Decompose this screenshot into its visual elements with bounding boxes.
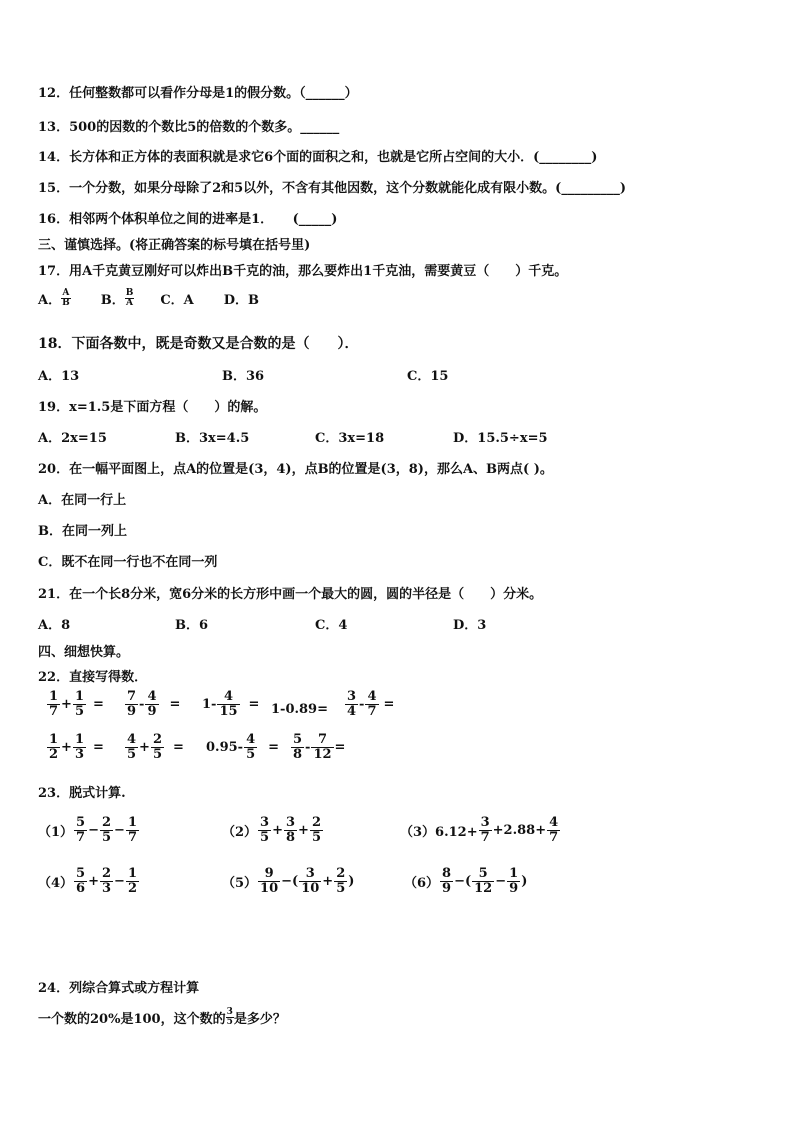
q22-r1-e5: $\frac{3}{4}$ - $\frac{4}{7}$ =: [347, 689, 395, 719]
question-20: 20．在一幅平面图上，点A的位置是(3，4)，点B的位置是(3，8)，那么A、B两点( )。: [38, 462, 553, 477]
question-12: 12．任何整数都可以看作分母是1的假分数。（______）: [38, 86, 358, 101]
q22-r2-e4: $\frac{5}{8}$ - $\frac{7}{12}$ =: [293, 732, 346, 762]
question-17: 17．用A千克黄豆刚好可以炸出B千克的油，那么要炸出1千克油，需要黄豆（ ）千克。: [38, 264, 568, 279]
section-4-heading: 四、细想快算。: [38, 645, 130, 660]
question-15: 15．一个分数，如果分母除了2和5以外，不含有其他因数，这个分数就能化成有限小数。(_________): [38, 181, 626, 196]
q17-option-c: C．A: [160, 293, 194, 308]
q23-item-4: （4） $\frac{5}{6}$ + $\frac{2}{3}$ − $\frac{1}{2}$: [38, 866, 137, 896]
q19-option-d: D．15.5÷x=5: [453, 431, 548, 446]
q17-option-d: D．B: [223, 293, 260, 308]
q19-option-b: B．3x=4.5: [175, 431, 250, 446]
q17-option-a-fraction: A B: [62, 288, 70, 308]
q18-option-c: C．15: [407, 369, 449, 384]
q21-option-c: C．4: [315, 618, 348, 633]
q19-option-c: C．3x=18: [315, 431, 385, 446]
question-18: 18．下面各数中，既是奇数又是合数的是（ ）．: [38, 336, 359, 352]
q23-item-2: （2） $\frac{3}{5}$ + $\frac{3}{8}$ + $\frac{2}{5}$: [222, 815, 321, 845]
section-3-heading: 三、谨慎选择。(将正确答案的标号填在括号里): [38, 238, 311, 253]
q17-option-a-label: A．: [38, 293, 62, 308]
q22-r1-e3: 1- $\frac{4}{15}$ =: [202, 689, 260, 719]
question-16: 16．相邻两个体积单位之间的进率是1． (_____): [38, 212, 338, 227]
question-22: 22．直接写得数．: [38, 670, 148, 685]
q21-option-d: D．3: [453, 618, 487, 633]
q20-option-a: A．在同一行上: [38, 493, 127, 508]
q20-option-b: B．在同一列上: [38, 524, 127, 539]
q23-item-6: （6） $\frac{8}{9}$ −( $\frac{5}{12}$ − $\frac{1}{9}$ ): [404, 866, 528, 896]
q21-option-a: A．8: [38, 618, 71, 633]
q24-problem: 一个数的20%是100，这个数的 3 5 是多少？: [38, 1007, 286, 1027]
q17-options: [38, 289, 259, 308]
question-24: 24．列综合算式或方程计算: [38, 981, 200, 996]
question-21: 21．在一个长8分米，宽6分米的长方形中画一个最大的圆，圆的半径是（ ）分米。: [38, 587, 543, 602]
q18-option-a: A．13: [38, 369, 80, 384]
q17-option-b-label: B．: [100, 293, 125, 308]
question-19: 19．x=1.5是下面方程（ ）的解。: [38, 400, 267, 415]
q17-option-b-fraction: B A: [125, 288, 134, 308]
q21-option-b: B．6: [175, 618, 209, 633]
q23-item-1: （1） $\frac{5}{7}$ − $\frac{2}{5}$ − $\frac{1}{7}$: [38, 815, 137, 845]
q20-option-c: C．既不在同一行也不在同一列: [38, 555, 218, 570]
q22-r2-e1: $\frac{1}{2}$ + $\frac{1}{3}$ =: [49, 732, 104, 762]
question-23: 23．脱式计算.: [38, 786, 126, 801]
question-13: 13．500的因数的个数比5的倍数的个数多。______: [38, 120, 340, 135]
q22-r1-e4: 1-0.89=: [271, 702, 328, 717]
question-14: 14．长方体和正方体的表面积就是求它6个面的面积之和，也就是它所占空间的大小．(________): [38, 150, 598, 165]
q18-option-b: B．36: [222, 369, 265, 384]
q22-r1-e2: $\frac{7}{9}$ - $\frac{4}{9}$ =: [127, 689, 181, 719]
q22-r1-e1: $\frac{1}{7}$ + $\frac{1}{5}$ =: [49, 689, 104, 719]
q19-option-a: A．2x=15: [38, 431, 107, 446]
q23-item-5: （5） $\frac{9}{10}$ −( $\frac{3}{10}$ + $\frac{2}{5}$ ): [222, 866, 355, 896]
q22-r2-e2: $\frac{4}{5}$ + $\frac{2}{5}$ =: [127, 732, 184, 762]
q22-r2-e3: 0.95- $\frac{4}{5}$ =: [206, 732, 280, 762]
q23-item-3: （3）6.12+ $\frac{3}{7}$ +2.88+ $\frac{4}{7}$: [400, 815, 559, 845]
